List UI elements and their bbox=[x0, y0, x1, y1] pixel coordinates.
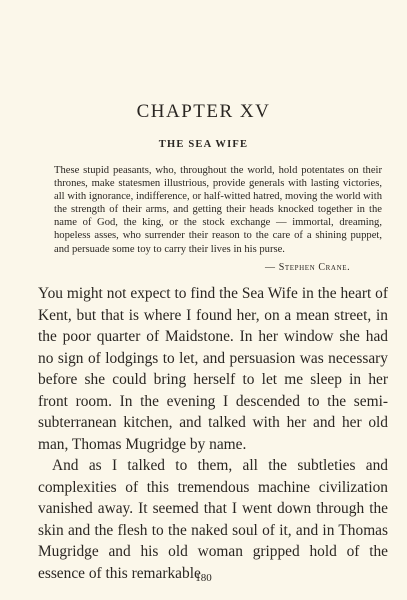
chapter-subtitle: THE SEA WIFE bbox=[158, 139, 249, 150]
body-paragraph: You might not expect to find the Sea Wife in the heart of Kent, but that is where I found her, on a mean street, in the poor quarter of Maidstone. In her window she had no sign of lodgings to let, and persuasion was necessary before she could bring herself to let me sleep in her front room. In the evening I descended to the semi-subterranean kitchen, and talked with her and her old man, Thomas Mugridge by name. bbox=[38, 285, 388, 453]
chapter-title: CHAPTER XV bbox=[136, 101, 271, 122]
epigraph-text: These stupid peasants, who, throughout the world, hold potentates on their thrones, make statesmen illustrious, provide generals with lasting victories, all with ignorance, indifference, or half-witted hatred, moving the world with the strength of their arms, and getting their heads knocked together in the name of God, the king, or the stock exchange — immortal, dreaming, hopeless asses, who surrender their reason to the care of a shining puppet, and persuade some toy to carry their lives in his purse. bbox=[54, 165, 382, 255]
body-paragraph: And as I talked to them, all the subtleties and complexities of this tremendous machine civilization vanished away. It seemed that I went down through the skin and the flesh to the naked soul of it, and in Thomas Mugridge and his old woman gripped hold of the essence of this remarkable bbox=[38, 457, 388, 582]
page-number: 180 bbox=[195, 572, 212, 584]
body-text bbox=[38, 283, 388, 584]
epigraph-attribution-text: — Stephen Crane. bbox=[265, 262, 351, 273]
epigraph-attribution bbox=[265, 262, 350, 273]
